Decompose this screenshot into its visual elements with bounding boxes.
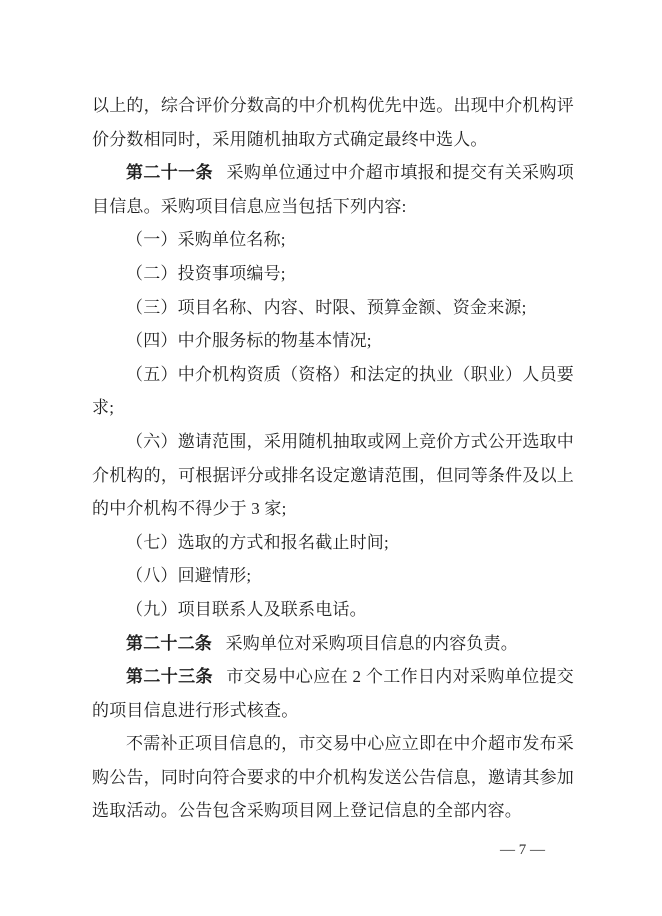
page-number: — 7 — — [500, 842, 545, 858]
list-item-6: （六）邀请范围，采用随机抽取或网上竞价方式公开选取中介机构的，可根据评分或排名设定邀请范围，但同等条件及以上的中介机构不得少于 3 家; — [92, 431, 574, 519]
article-21-text: 采购单位通过中介超市填报和提交有关采购项目信息。采购项目信息应当包括下列内容: — [92, 163, 575, 216]
list-item-4: （四）中介服务标的物基本情况; — [126, 331, 372, 351]
article-22-text: 采购单位对采购项目信息的内容负责。 — [225, 633, 518, 653]
document-body — [92, 89, 574, 828]
article-22-number: 第二十二条 — [126, 633, 212, 653]
article-21-number: 第二十一条 — [126, 163, 213, 183]
list-item-5: （五）中介机构资质（资格）和法定的执业（职业）人员要求; — [92, 364, 574, 418]
list-item-8: （八）回避情形; — [126, 566, 252, 586]
article-23-text: 市交易中心应在 2 个工作日内对采购单位提交的项目信息进行形式核查。 — [92, 667, 575, 720]
article-23-paragraph — [92, 660, 574, 727]
article-22-paragraph — [92, 627, 574, 661]
list-item-9: （九）项目联系人及联系电话。 — [126, 599, 367, 619]
list-item-7: （七）选取的方式和报名截止时间; — [126, 532, 389, 552]
list-item-1: （一）采购单位名称; — [126, 230, 286, 250]
article-23-number: 第二十三条 — [126, 667, 213, 687]
body-paragraph: 不需补正项目信息的，市交易中心应立即在中介超市发布采购公告，同时向符合要求的中介机构发送公告信息，邀请其参加选取活动。公告包含采购项目网上登记信息的全部内容。 — [92, 734, 574, 821]
article-21-paragraph — [92, 156, 574, 223]
list-item-3: （三）项目名称、内容、时限、预算金额、资金来源; — [126, 297, 527, 317]
list-item-2: （二）投资事项编号; — [126, 263, 286, 283]
continuation-paragraph: 以上的，综合评价分数高的中介机构优先中选。出现中介机构评价分数相同时，采用随机抽取方式确定最终中选人。 — [92, 96, 574, 149]
